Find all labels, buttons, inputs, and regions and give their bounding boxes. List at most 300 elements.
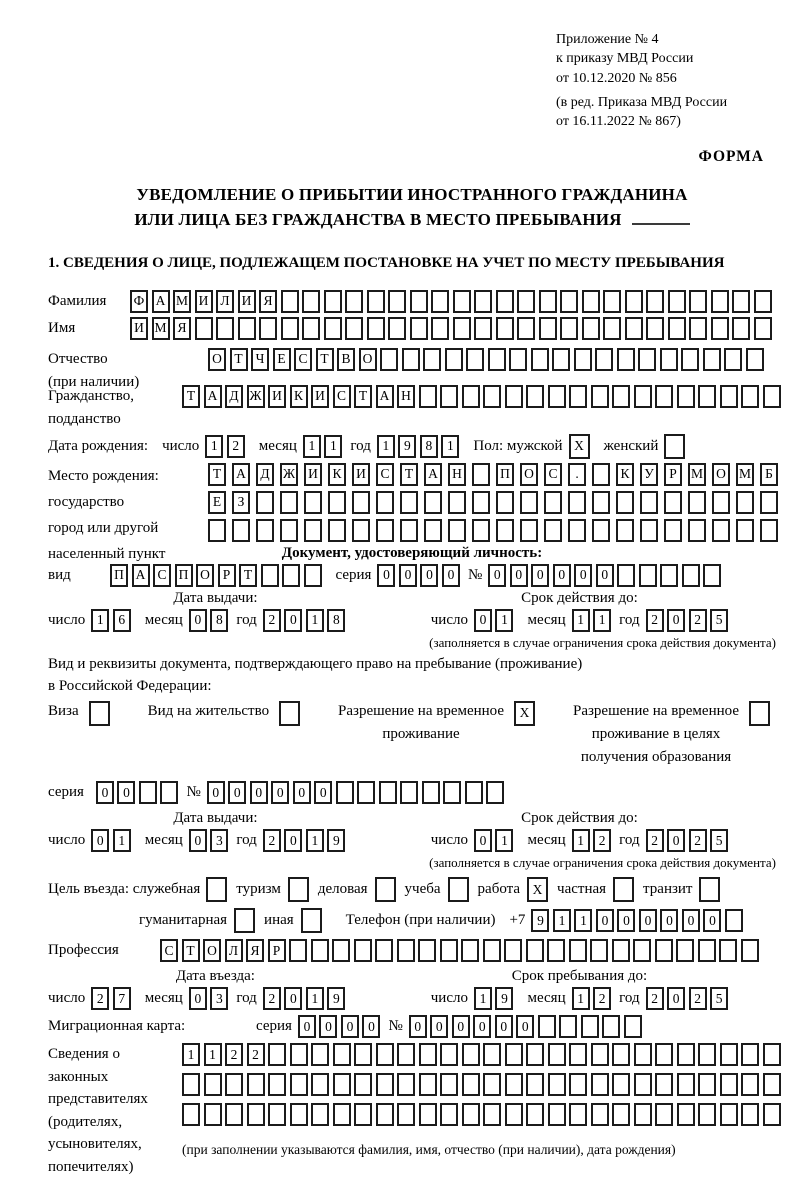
form-cell[interactable] [280, 491, 298, 514]
form-cell[interactable] [304, 491, 322, 514]
form-cell[interactable]: 0 [452, 1015, 470, 1038]
form-cell[interactable] [419, 1103, 437, 1126]
form-cell[interactable] [625, 290, 643, 313]
form-cell[interactable] [328, 491, 346, 514]
form-cell[interactable]: И [311, 385, 329, 408]
form-cell[interactable]: 0 [553, 564, 571, 587]
form-cell[interactable] [289, 939, 307, 962]
form-cell[interactable]: 2 [263, 987, 281, 1010]
form-cell[interactable]: 1 [204, 1043, 222, 1066]
form-cell[interactable]: Я [259, 290, 277, 313]
form-cell[interactable] [402, 348, 420, 371]
form-cell[interactable]: 0 [667, 987, 685, 1010]
form-cell[interactable] [569, 1043, 587, 1066]
form-cell[interactable] [736, 519, 754, 542]
form-cell[interactable]: Р [664, 463, 682, 486]
form-cell[interactable]: У [640, 463, 658, 486]
form-cell[interactable]: А [232, 463, 250, 486]
form-cell[interactable]: 0 [284, 609, 302, 632]
form-cell[interactable]: Ф [130, 290, 148, 313]
form-cell[interactable] [483, 1103, 501, 1126]
form-cell[interactable] [591, 1043, 609, 1066]
form-cell[interactable]: 1 [574, 909, 592, 932]
form-cell[interactable] [711, 290, 729, 313]
form-cell[interactable] [448, 519, 466, 542]
form-cell[interactable] [668, 317, 686, 340]
form-cell[interactable]: 0 [117, 781, 135, 804]
form-cell[interactable] [160, 781, 178, 804]
form-cell[interactable]: Е [273, 348, 291, 371]
form-cell[interactable]: С [333, 385, 351, 408]
form-cell[interactable] [616, 519, 634, 542]
form-cell[interactable] [474, 290, 492, 313]
form-cell[interactable] [448, 877, 469, 902]
form-cell[interactable] [290, 1103, 308, 1126]
form-cell[interactable]: Е [208, 491, 226, 514]
form-cell[interactable]: К [290, 385, 308, 408]
form-cell[interactable] [754, 290, 772, 313]
form-cell[interactable] [560, 290, 578, 313]
form-cell[interactable] [655, 385, 673, 408]
form-cell[interactable] [538, 1015, 556, 1038]
form-cell[interactable]: 0 [189, 609, 207, 632]
form-cell[interactable] [505, 1043, 523, 1066]
form-cell[interactable]: М [152, 317, 170, 340]
form-cell[interactable] [664, 434, 685, 459]
form-cell[interactable] [445, 348, 463, 371]
form-cell[interactable] [595, 348, 613, 371]
form-cell[interactable] [280, 519, 298, 542]
form-cell[interactable] [281, 317, 299, 340]
form-cell[interactable]: 2 [91, 987, 109, 1010]
form-cell[interactable] [612, 385, 630, 408]
form-cell[interactable]: 0 [96, 781, 114, 804]
form-cell[interactable] [354, 939, 372, 962]
form-cell[interactable]: А [376, 385, 394, 408]
form-cell[interactable]: 1 [474, 987, 492, 1010]
form-cell[interactable] [311, 939, 329, 962]
form-cell[interactable] [664, 519, 682, 542]
form-cell[interactable]: 1 [182, 1043, 200, 1066]
form-cell[interactable] [419, 1043, 437, 1066]
form-cell[interactable] [472, 463, 490, 486]
form-cell[interactable] [526, 1103, 544, 1126]
form-cell[interactable] [616, 491, 634, 514]
form-cell[interactable] [655, 1043, 673, 1066]
form-cell[interactable] [539, 317, 557, 340]
form-cell[interactable] [375, 877, 396, 902]
form-cell[interactable] [712, 519, 730, 542]
form-cell[interactable] [333, 1043, 351, 1066]
form-cell[interactable] [582, 317, 600, 340]
form-cell[interactable] [376, 491, 394, 514]
form-cell[interactable]: Л [225, 939, 243, 962]
form-cell[interactable]: О [196, 564, 214, 587]
form-cell[interactable]: И [304, 463, 322, 486]
form-cell[interactable]: О [712, 463, 730, 486]
form-cell[interactable]: Т [316, 348, 334, 371]
form-cell[interactable] [462, 1073, 480, 1096]
form-cell[interactable] [354, 1103, 372, 1126]
form-cell[interactable]: П [175, 564, 193, 587]
form-cell[interactable]: Н [448, 463, 466, 486]
form-cell[interactable] [677, 385, 695, 408]
form-cell[interactable] [462, 1103, 480, 1126]
form-cell[interactable] [677, 1073, 695, 1096]
form-cell[interactable]: М [736, 463, 754, 486]
form-cell[interactable] [488, 348, 506, 371]
form-cell[interactable]: 9 [531, 909, 549, 932]
form-cell[interactable] [741, 1073, 759, 1096]
form-cell[interactable] [333, 1103, 351, 1126]
form-cell[interactable] [282, 564, 300, 587]
form-cell[interactable] [301, 908, 322, 933]
form-cell[interactable] [617, 348, 635, 371]
form-cell[interactable]: Я [173, 317, 191, 340]
form-cell[interactable]: 0 [617, 909, 635, 932]
form-cell[interactable]: 2 [227, 435, 245, 458]
form-cell[interactable] [602, 1015, 620, 1038]
form-cell[interactable] [89, 701, 110, 726]
form-cell[interactable] [268, 1043, 286, 1066]
form-cell[interactable] [612, 939, 630, 962]
form-cell[interactable] [724, 348, 742, 371]
form-cell[interactable]: С [544, 463, 562, 486]
form-cell[interactable] [496, 519, 514, 542]
form-cell[interactable]: 0 [473, 1015, 491, 1038]
form-cell[interactable] [453, 290, 471, 313]
form-cell[interactable]: М [688, 463, 706, 486]
form-cell[interactable] [182, 1073, 200, 1096]
form-cell[interactable]: А [204, 385, 222, 408]
form-cell[interactable] [560, 317, 578, 340]
form-cell[interactable]: 0 [293, 781, 311, 804]
form-cell[interactable]: П [110, 564, 128, 587]
form-cell[interactable] [526, 939, 544, 962]
form-cell[interactable] [279, 701, 300, 726]
form-cell[interactable]: 5 [710, 609, 728, 632]
form-cell[interactable] [324, 290, 342, 313]
form-cell[interactable] [352, 491, 370, 514]
form-cell[interactable] [376, 1043, 394, 1066]
form-cell[interactable] [410, 317, 428, 340]
form-cell[interactable]: 2 [689, 829, 707, 852]
form-cell[interactable] [354, 1073, 372, 1096]
form-cell[interactable] [603, 290, 621, 313]
form-cell[interactable] [424, 519, 442, 542]
form-cell[interactable] [634, 385, 652, 408]
form-cell[interactable] [688, 491, 706, 514]
form-cell[interactable] [367, 317, 385, 340]
form-cell[interactable]: 2 [593, 829, 611, 852]
form-cell[interactable] [206, 877, 227, 902]
form-cell[interactable]: 2 [689, 987, 707, 1010]
form-cell[interactable] [548, 1043, 566, 1066]
form-cell[interactable] [431, 317, 449, 340]
form-cell[interactable] [569, 939, 587, 962]
form-cell[interactable] [698, 939, 716, 962]
form-cell[interactable] [544, 519, 562, 542]
form-cell[interactable]: Т [239, 564, 257, 587]
form-cell[interactable]: 0 [667, 829, 685, 852]
form-cell[interactable]: Б [760, 463, 778, 486]
form-cell[interactable]: X [569, 434, 590, 459]
form-cell[interactable] [234, 908, 255, 933]
form-cell[interactable] [208, 519, 226, 542]
form-cell[interactable]: 0 [298, 1015, 316, 1038]
form-cell[interactable] [397, 1073, 415, 1096]
form-cell[interactable] [612, 1103, 630, 1126]
form-cell[interactable] [204, 1073, 222, 1096]
form-cell[interactable] [486, 781, 504, 804]
form-cell[interactable] [520, 519, 538, 542]
form-cell[interactable] [681, 348, 699, 371]
form-cell[interactable] [591, 1103, 609, 1126]
form-cell[interactable]: Т [400, 463, 418, 486]
form-cell[interactable]: 1 [553, 909, 571, 932]
form-cell[interactable]: О [359, 348, 377, 371]
form-cell[interactable] [569, 1073, 587, 1096]
form-cell[interactable] [423, 348, 441, 371]
form-cell[interactable] [559, 1015, 577, 1038]
form-cell[interactable] [397, 939, 415, 962]
form-cell[interactable]: Т [182, 939, 200, 962]
form-cell[interactable]: 1 [572, 829, 590, 852]
form-cell[interactable] [419, 385, 437, 408]
form-cell[interactable] [261, 564, 279, 587]
form-cell[interactable]: К [616, 463, 634, 486]
form-cell[interactable] [440, 1103, 458, 1126]
form-cell[interactable]: 9 [327, 987, 345, 1010]
form-cell[interactable]: К [328, 463, 346, 486]
form-cell[interactable]: 2 [646, 609, 664, 632]
form-cell[interactable] [424, 491, 442, 514]
form-cell[interactable] [474, 317, 492, 340]
form-cell[interactable] [367, 290, 385, 313]
form-cell[interactable]: 1 [303, 435, 321, 458]
form-cell[interactable]: 0 [362, 1015, 380, 1038]
form-cell[interactable]: Л [216, 290, 234, 313]
form-cell[interactable] [741, 385, 759, 408]
form-cell[interactable] [612, 1073, 630, 1096]
form-cell[interactable] [603, 317, 621, 340]
form-cell[interactable] [357, 781, 375, 804]
form-cell[interactable] [732, 290, 750, 313]
form-cell[interactable] [698, 385, 716, 408]
form-cell[interactable]: 0 [660, 909, 678, 932]
form-cell[interactable] [465, 781, 483, 804]
form-cell[interactable] [569, 1103, 587, 1126]
form-cell[interactable] [517, 317, 535, 340]
form-cell[interactable]: 2 [646, 829, 664, 852]
form-cell[interactable] [324, 317, 342, 340]
form-cell[interactable]: 8 [327, 609, 345, 632]
form-cell[interactable]: 0 [189, 829, 207, 852]
form-cell[interactable] [633, 939, 651, 962]
form-cell[interactable]: 2 [689, 609, 707, 632]
form-cell[interactable]: М [173, 290, 191, 313]
form-cell[interactable] [225, 1103, 243, 1126]
form-cell[interactable]: 1 [495, 609, 513, 632]
form-cell[interactable] [472, 519, 490, 542]
form-cell[interactable] [646, 317, 664, 340]
form-cell[interactable] [311, 1073, 329, 1096]
form-cell[interactable] [259, 317, 277, 340]
form-cell[interactable]: 5 [710, 829, 728, 852]
form-cell[interactable] [247, 1103, 265, 1126]
form-cell[interactable] [505, 1103, 523, 1126]
form-cell[interactable] [225, 1073, 243, 1096]
form-cell[interactable]: С [160, 939, 178, 962]
form-cell[interactable] [703, 348, 721, 371]
form-cell[interactable] [290, 1073, 308, 1096]
form-cell[interactable] [376, 1073, 394, 1096]
form-cell[interactable]: 8 [420, 435, 438, 458]
form-cell[interactable] [400, 781, 418, 804]
form-cell[interactable]: И [195, 290, 213, 313]
form-cell[interactable] [625, 317, 643, 340]
form-cell[interactable]: 1 [377, 435, 395, 458]
form-cell[interactable] [204, 1103, 222, 1126]
form-cell[interactable] [547, 939, 565, 962]
form-cell[interactable] [638, 348, 656, 371]
form-cell[interactable] [453, 317, 471, 340]
form-cell[interactable]: 0 [596, 564, 614, 587]
form-cell[interactable] [440, 1073, 458, 1096]
form-cell[interactable]: 0 [314, 781, 332, 804]
form-cell[interactable] [483, 385, 501, 408]
form-cell[interactable]: 0 [189, 987, 207, 1010]
form-cell[interactable]: 0 [574, 564, 592, 587]
form-cell[interactable]: 1 [324, 435, 342, 458]
form-cell[interactable] [311, 1043, 329, 1066]
form-cell[interactable] [720, 1103, 738, 1126]
form-cell[interactable]: Д [225, 385, 243, 408]
form-cell[interactable] [302, 290, 320, 313]
form-cell[interactable] [689, 290, 707, 313]
form-cell[interactable]: X [514, 701, 535, 726]
form-cell[interactable] [440, 385, 458, 408]
form-cell[interactable] [592, 519, 610, 542]
form-cell[interactable] [410, 290, 428, 313]
form-cell[interactable]: Д [256, 463, 274, 486]
form-cell[interactable]: 1 [205, 435, 223, 458]
form-cell[interactable] [388, 290, 406, 313]
form-cell[interactable] [754, 317, 772, 340]
form-cell[interactable]: 1 [495, 829, 513, 852]
form-cell[interactable] [544, 491, 562, 514]
form-cell[interactable]: 0 [284, 829, 302, 852]
form-cell[interactable] [639, 564, 657, 587]
form-cell[interactable] [760, 491, 778, 514]
form-cell[interactable]: 1 [572, 609, 590, 632]
form-cell[interactable] [624, 1015, 642, 1038]
form-cell[interactable]: О [208, 348, 226, 371]
form-cell[interactable] [591, 385, 609, 408]
form-cell[interactable] [422, 781, 440, 804]
form-cell[interactable] [483, 1043, 501, 1066]
form-cell[interactable] [682, 564, 700, 587]
form-cell[interactable] [736, 491, 754, 514]
form-cell[interactable]: 2 [646, 987, 664, 1010]
form-cell[interactable] [640, 491, 658, 514]
form-cell[interactable] [703, 564, 721, 587]
form-cell[interactable]: Р [268, 939, 286, 962]
form-cell[interactable] [531, 348, 549, 371]
form-cell[interactable] [440, 939, 458, 962]
form-cell[interactable] [763, 1043, 781, 1066]
form-cell[interactable]: А [152, 290, 170, 313]
form-cell[interactable]: 1 [91, 609, 109, 632]
form-cell[interactable]: Н [397, 385, 415, 408]
form-cell[interactable] [448, 491, 466, 514]
form-cell[interactable]: 0 [510, 564, 528, 587]
form-cell[interactable]: 2 [247, 1043, 265, 1066]
form-cell[interactable]: 2 [225, 1043, 243, 1066]
form-cell[interactable] [304, 564, 322, 587]
form-cell[interactable]: 0 [399, 564, 417, 587]
form-cell[interactable] [581, 1015, 599, 1038]
form-cell[interactable] [568, 491, 586, 514]
form-cell[interactable] [247, 1073, 265, 1096]
form-cell[interactable] [304, 519, 322, 542]
form-cell[interactable] [698, 1103, 716, 1126]
form-cell[interactable] [591, 1073, 609, 1096]
form-cell[interactable] [483, 939, 501, 962]
form-cell[interactable] [655, 939, 673, 962]
form-cell[interactable] [548, 1073, 566, 1096]
form-cell[interactable] [548, 385, 566, 408]
form-cell[interactable] [472, 491, 490, 514]
form-cell[interactable]: 6 [113, 609, 131, 632]
form-cell[interactable] [375, 939, 393, 962]
form-cell[interactable] [720, 1073, 738, 1096]
form-cell[interactable] [725, 909, 743, 932]
form-cell[interactable] [646, 290, 664, 313]
form-cell[interactable]: 0 [271, 781, 289, 804]
form-cell[interactable] [345, 290, 363, 313]
form-cell[interactable]: 2 [263, 829, 281, 852]
form-cell[interactable] [268, 1103, 286, 1126]
form-cell[interactable] [302, 317, 320, 340]
form-cell[interactable]: А [424, 463, 442, 486]
form-cell[interactable] [746, 348, 764, 371]
form-cell[interactable]: 1 [306, 987, 324, 1010]
form-cell[interactable] [345, 317, 363, 340]
form-cell[interactable]: 9 [398, 435, 416, 458]
form-cell[interactable] [749, 701, 770, 726]
form-cell[interactable]: 0 [703, 909, 721, 932]
form-cell[interactable] [281, 290, 299, 313]
form-cell[interactable]: 0 [420, 564, 438, 587]
form-cell[interactable] [569, 385, 587, 408]
form-cell[interactable] [677, 1103, 695, 1126]
form-cell[interactable]: 3 [210, 829, 228, 852]
form-cell[interactable] [238, 317, 256, 340]
form-cell[interactable]: 9 [495, 987, 513, 1010]
form-cell[interactable] [139, 781, 157, 804]
form-cell[interactable]: 0 [284, 987, 302, 1010]
form-cell[interactable]: А [132, 564, 150, 587]
form-cell[interactable] [290, 1043, 308, 1066]
form-cell[interactable] [509, 348, 527, 371]
form-cell[interactable]: 1 [441, 435, 459, 458]
form-cell[interactable]: И [352, 463, 370, 486]
form-cell[interactable] [741, 1103, 759, 1126]
form-cell[interactable] [539, 290, 557, 313]
form-cell[interactable] [741, 1043, 759, 1066]
form-cell[interactable] [526, 385, 544, 408]
